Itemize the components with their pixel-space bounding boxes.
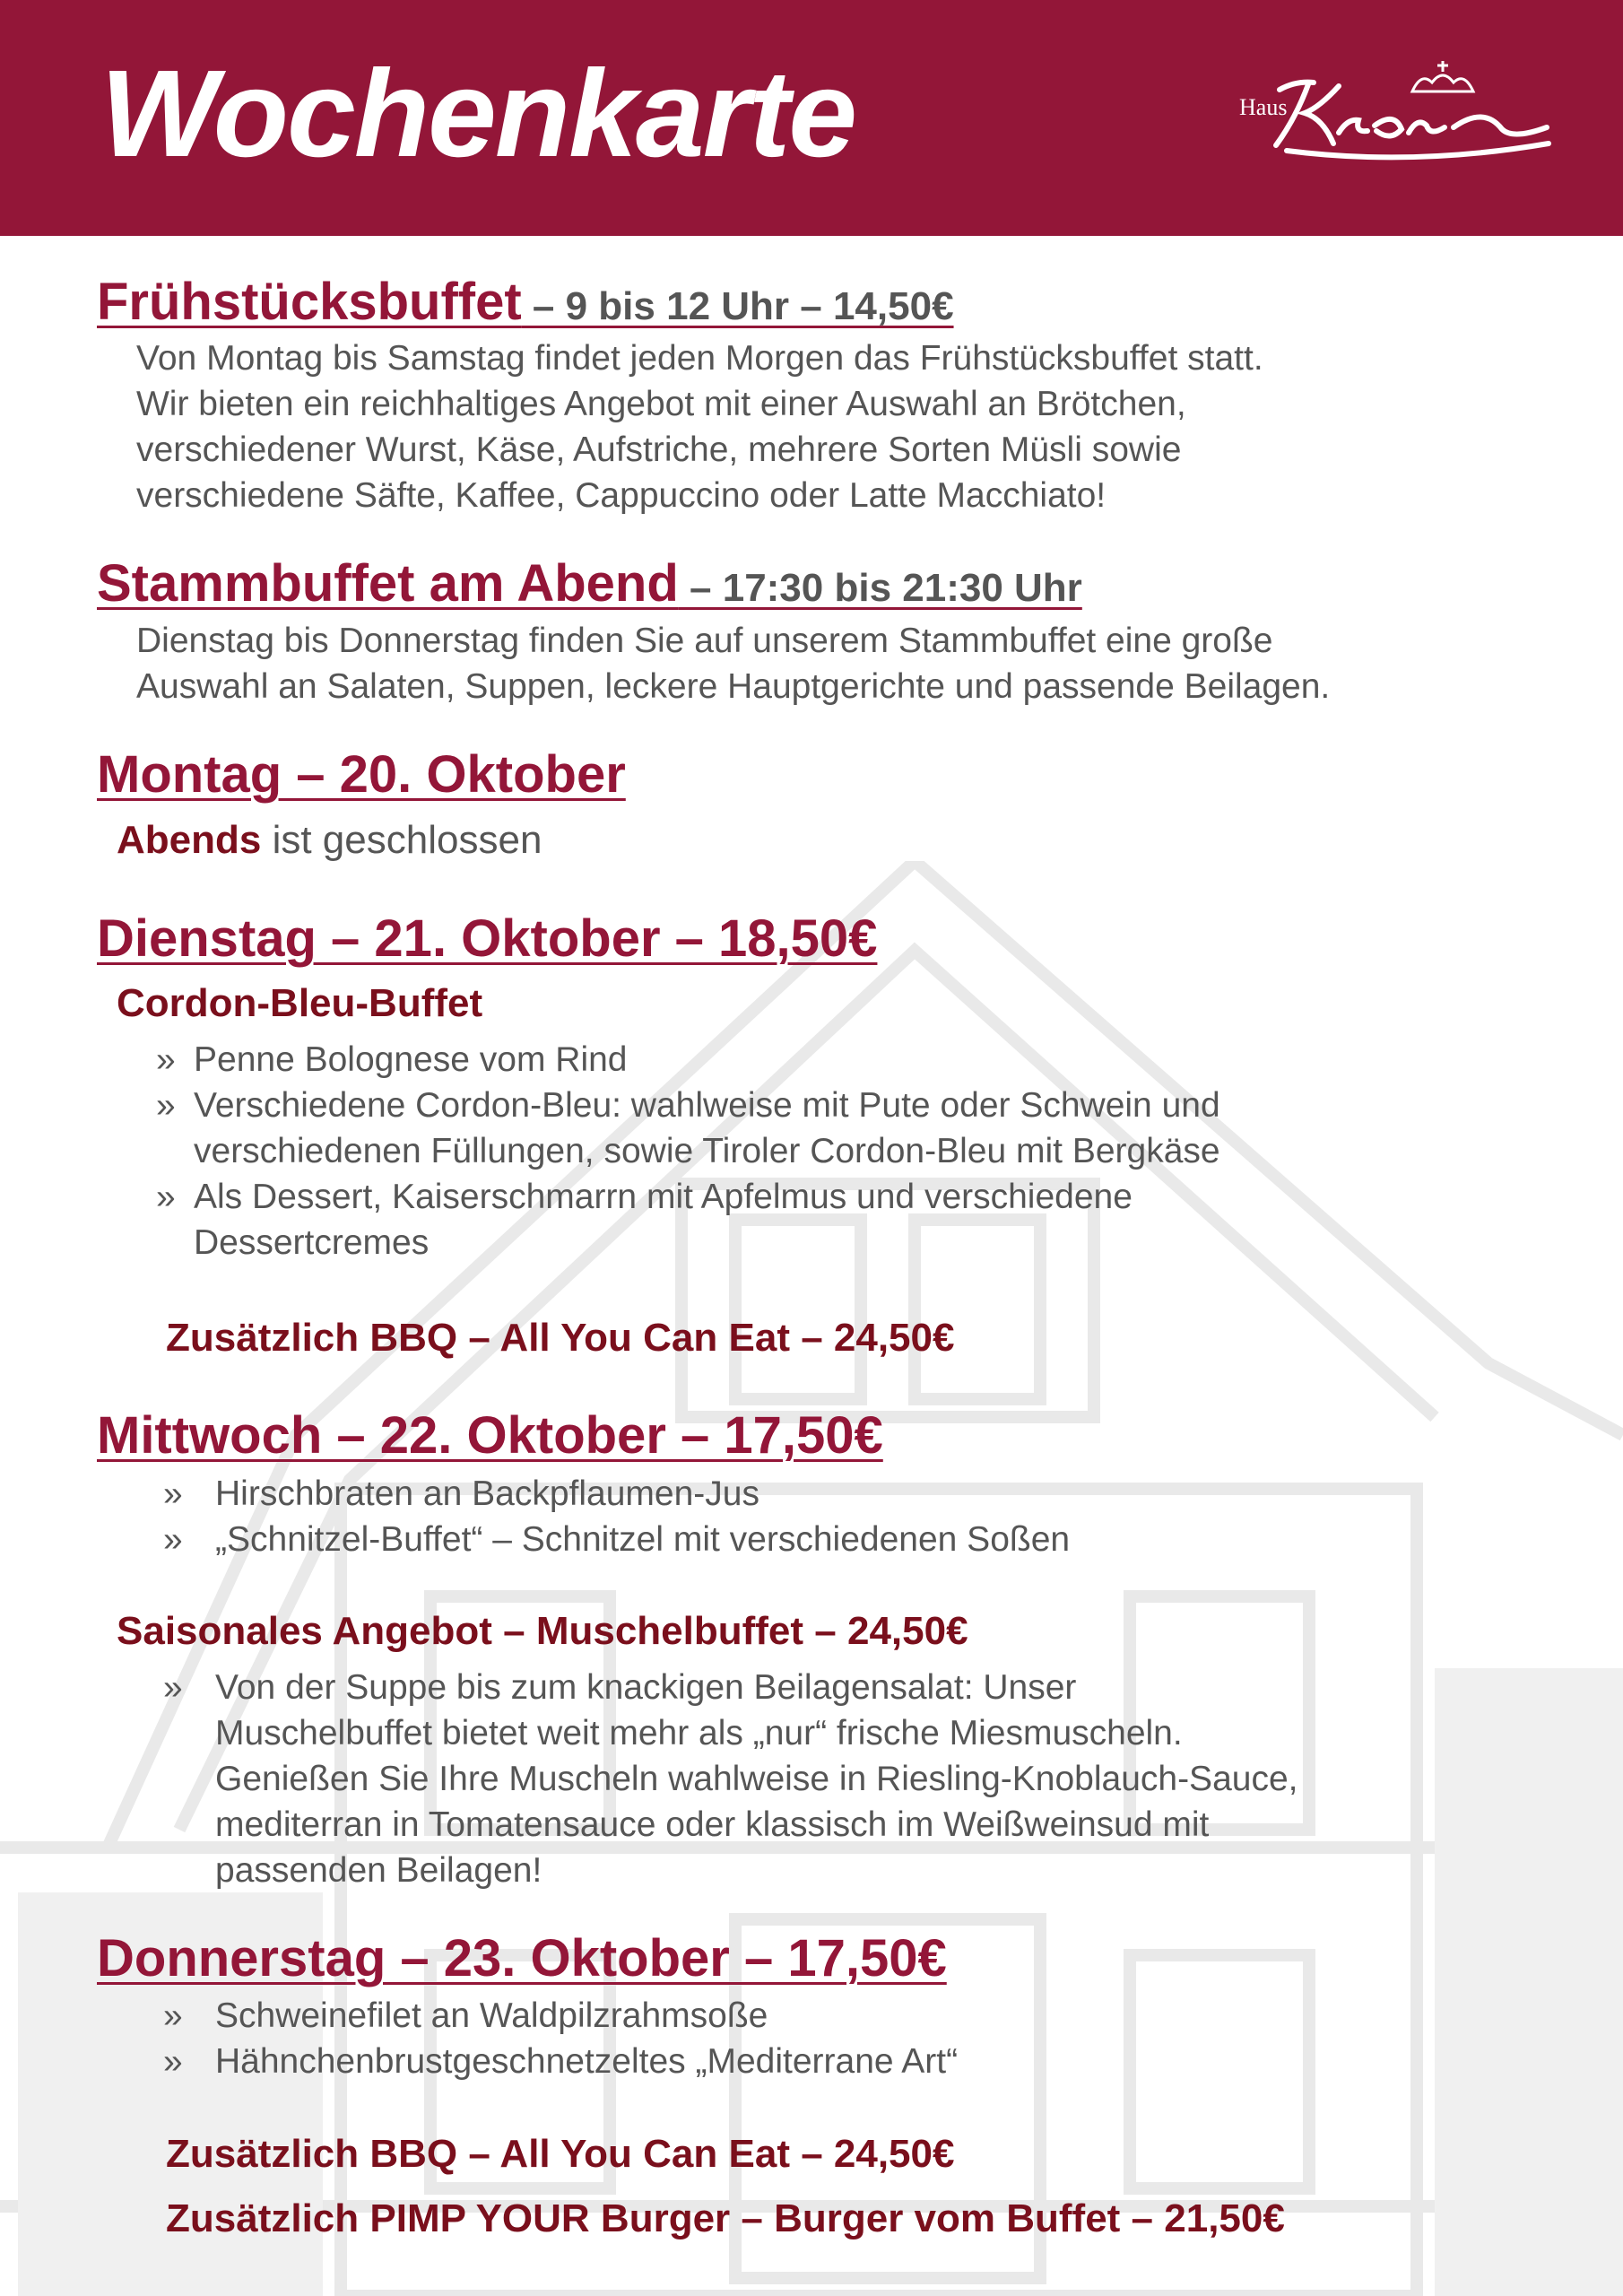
mittwoch-heading: Mittwoch – 22. Oktober – 17,50€ <box>97 1406 883 1465</box>
page-title: Wochenkarte <box>100 45 856 183</box>
list-item: » Hähnchenbrustgeschnetzeltes „Mediterrane Art“ <box>163 2042 959 2081</box>
logo-haus-text: Haus <box>1239 94 1288 120</box>
mittwoch-item-list <box>163 1471 1560 1562</box>
donnerstag-extra-burger: Zusätzlich PIMP YOUR Burger – Burger vom Buffet – 21,50€ <box>166 2196 1285 2240</box>
stammbuffet-heading: Stammbuffet am Abend – 17:30 bis 21:30 Uhr <box>97 554 1082 613</box>
dienstag-extra-bbq: Zusätzlich BBQ – All You Can Eat – 24,50€ <box>166 1316 955 1360</box>
stammbuffet-description: Dienstag bis Donnerstag finden Sie auf unserem Stammbuffet eine große Auswahl an Salaten, Suppen, leckere Hauptgerichte und passende Beilagen. <box>136 622 1331 706</box>
list-item: » Hirschbraten an Backpflaumen-Jus <box>163 1474 759 1513</box>
list-item: » Verschiedene Cordon-Bleu: wahlweise mit Pute oder Schwein und verschiedenen Füllungen, sowie Tiroler Cordon-Bleu mit Bergkäse <box>156 1086 1220 1170</box>
list-item: » „Schnitzel-Buffet“ – Schnitzel mit verschiedenen Soßen <box>163 1520 1071 1559</box>
list-item: » Schweinefilet an Waldpilzrahmsoße <box>163 1996 768 2035</box>
list-item: » Als Dessert, Kaiserschmarrn mit Apfelmus und verschiedene Dessertcremes <box>156 1178 1133 1262</box>
montag-note: Abends ist geschlossen <box>117 818 542 862</box>
montag-heading: Montag – 20. Oktober <box>97 745 626 804</box>
donnerstag-heading: Donnerstag – 23. Oktober – 17,50€ <box>97 1929 947 1987</box>
dienstag-heading: Dienstag – 21. Oktober – 18,50€ <box>97 909 878 968</box>
mittwoch-seasonal-list <box>163 1665 1560 1893</box>
fruehstueck-heading: Frühstücksbuffet – 9 bis 12 Uhr – 14,50€ <box>97 273 954 331</box>
donnerstag-item-list <box>163 1993 1560 2084</box>
fruehstueck-description: Von Montag bis Samstag findet jeden Morgen das Frühstücksbuffet statt. Wir bieten ein reichhaltiges Angebot mit einer Auswahl an Brötchen, verschiedener Wurst, Käse, Aufstriche, mehrere Sorten Müsli sowie verschiedene Säfte, Kaffee, Cappuccino oder Latte Macchiato! <box>136 339 1263 515</box>
list-item: » Von der Suppe bis zum knackigen Beilagensalat: Unser Muschelbuffet bietet weit mehr als „nur“ frische Miesmuscheln. Genießen Sie Ihre Muscheln wahlweise in Riesling-Knoblauch-Sauce, mediterran in Tomatensauce oder klassisch im Weißweinsud mit passenden Beilagen! <box>163 1668 1298 1890</box>
dienstag-item-list <box>156 1037 1539 1265</box>
mittwoch-seasonal-heading: Saisonales Angebot – Muschelbuffet – 24,50€ <box>117 1609 968 1653</box>
donnerstag-extra-bbq: Zusätzlich BBQ – All You Can Eat – 24,50€ <box>166 2132 955 2176</box>
dienstag-buffet-name: Cordon-Bleu-Buffet <box>117 981 483 1025</box>
list-item: » Penne Bolognese vom Rind <box>156 1040 628 1079</box>
